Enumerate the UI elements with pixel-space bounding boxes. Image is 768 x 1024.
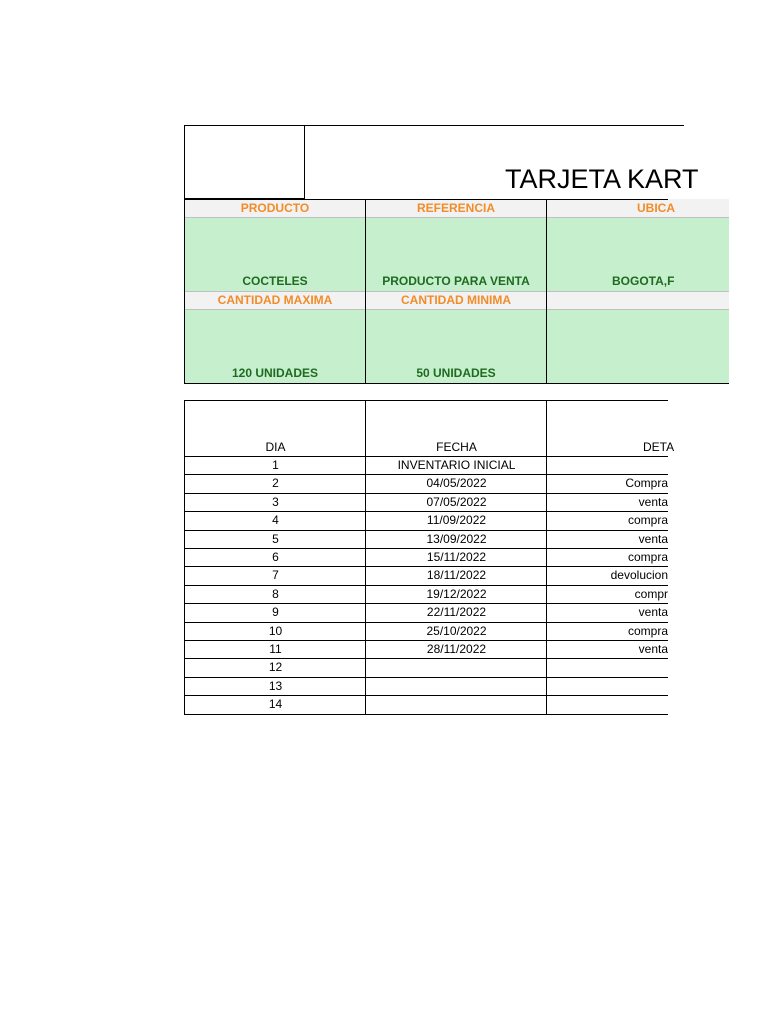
row-day-cell: 2 <box>272 476 279 490</box>
row-detail-cell: devolucion <box>610 568 668 582</box>
row-detail-cell: Compra <box>625 476 668 490</box>
grid-line <box>184 585 668 586</box>
product-label: PRODUCTO <box>240 201 310 215</box>
max-quantity-value: 120 UNIDADES <box>231 366 319 380</box>
grid-line <box>184 677 668 678</box>
location-value: BOGOTA,F <box>612 274 675 288</box>
row-date-cell: 18/11/2022 <box>426 568 487 582</box>
grid-line <box>184 622 668 623</box>
row-date-cell: 22/11/2022 <box>426 605 487 619</box>
row-date-cell: 11/09/2022 <box>426 513 487 527</box>
row-detail-cell: compra <box>627 513 668 527</box>
page-title: TARJETA KART <box>505 164 699 194</box>
row-day-cell: 5 <box>272 532 279 546</box>
grid-line <box>184 658 668 659</box>
row-detail-cell: compra <box>627 550 668 564</box>
grid-line <box>184 566 668 567</box>
row-day-cell: 8 <box>272 587 279 601</box>
row-day-cell: 10 <box>268 624 283 638</box>
grid-line <box>184 695 668 696</box>
row-date-cell: 25/10/2022 <box>426 624 487 638</box>
row-date-cell: INVENTARIO INICIAL <box>397 458 516 472</box>
row-day-cell: 1 <box>272 458 279 472</box>
column-header-date: FECHA <box>436 440 477 454</box>
row-day-cell: 3 <box>272 495 279 509</box>
row-date-cell: 28/11/2022 <box>426 642 487 656</box>
row-date-cell: 07/05/2022 <box>426 495 487 509</box>
max-quantity-label: CANTIDAD MAXIMA <box>217 293 333 307</box>
row-day-cell: 13 <box>268 679 283 693</box>
logo-cell <box>184 125 305 199</box>
grid-line <box>184 400 668 401</box>
row-detail-cell: compr <box>634 587 668 601</box>
row-day-cell: 9 <box>272 605 279 619</box>
row-date-cell: 15/11/2022 <box>426 550 487 564</box>
row-day-cell: 12 <box>268 660 283 674</box>
row-day-cell: 11 <box>269 642 282 656</box>
grid-line <box>184 548 668 549</box>
grid-line <box>184 474 668 475</box>
reference-value: PRODUCTO PARA VENTA <box>382 274 530 288</box>
reference-label: REFERENCIA <box>416 201 495 215</box>
row-day-cell: 14 <box>268 697 283 711</box>
row-detail-cell: venta <box>638 532 668 546</box>
row-detail-cell: venta <box>638 642 668 656</box>
grid-line <box>184 640 668 641</box>
row-date-cell: 19/12/2022 <box>426 587 487 601</box>
row-detail-cell: venta <box>638 605 668 619</box>
row-day-cell: 6 <box>272 550 279 564</box>
row-detail-cell: venta <box>638 495 668 509</box>
product-value: COCTELES <box>242 274 308 288</box>
grid-line <box>184 493 668 494</box>
location-label: UBICA <box>637 201 675 215</box>
row-day-cell: 4 <box>272 513 279 527</box>
grid-line <box>184 714 668 715</box>
row-day-cell: 7 <box>272 568 279 582</box>
min-quantity-label: CANTIDAD MINIMA <box>401 293 511 307</box>
min-quantity-value: 50 UNIDADES <box>416 366 496 380</box>
grid-line <box>184 530 668 531</box>
grid-line <box>184 511 668 512</box>
grid-line <box>184 603 668 604</box>
row-date-cell: 13/09/2022 <box>426 532 487 546</box>
column-header-day: DIA <box>265 440 286 454</box>
grid-line <box>184 456 668 457</box>
row-detail-cell: compra <box>627 624 668 638</box>
row-date-cell: 04/05/2022 <box>426 476 487 490</box>
column-header-detail: DETA <box>643 440 675 454</box>
